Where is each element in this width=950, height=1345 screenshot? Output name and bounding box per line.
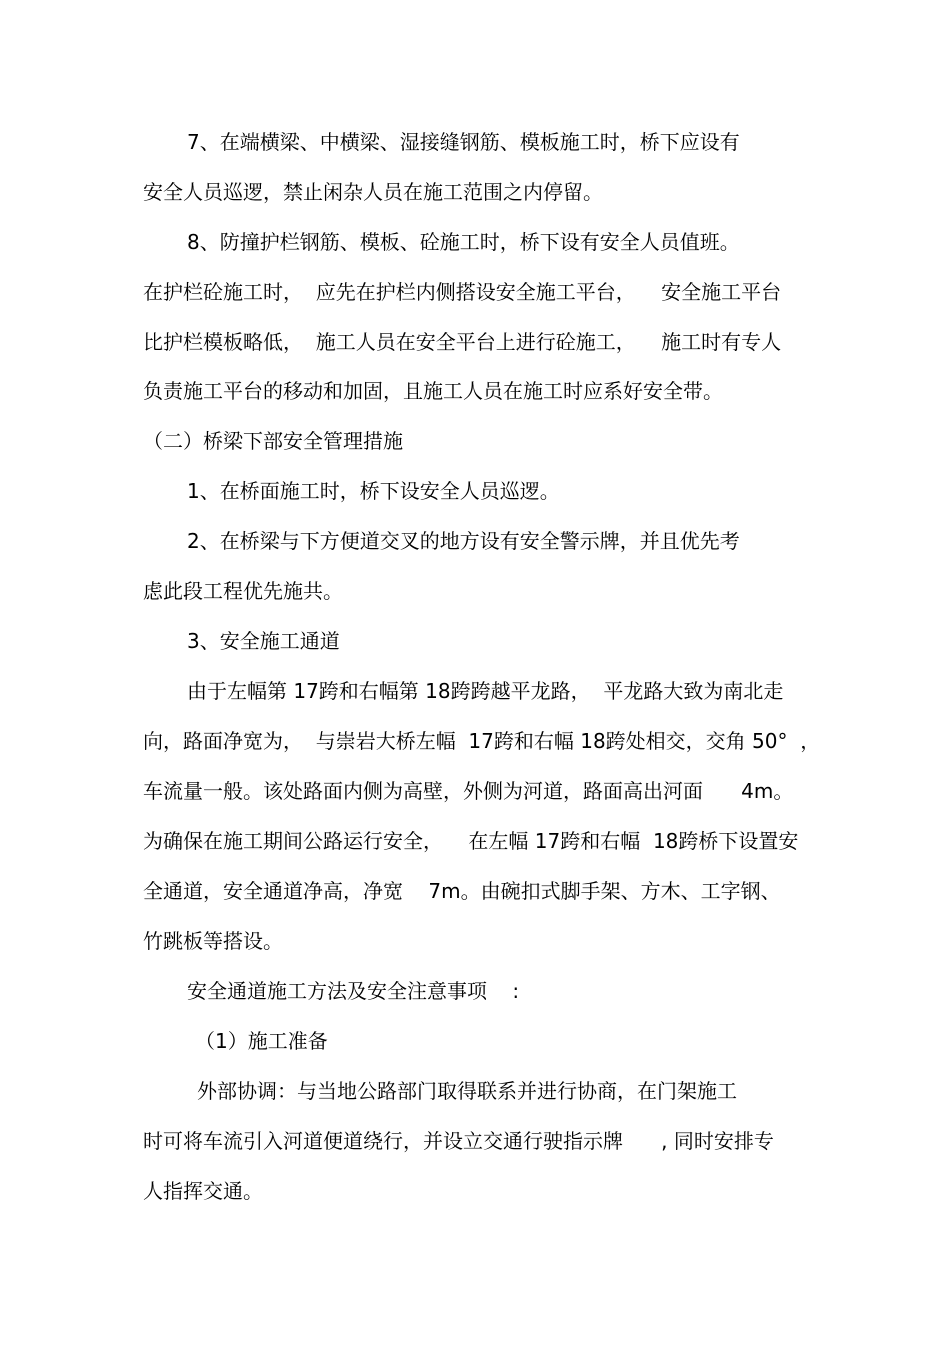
text-line: 虑此段工程优先施共。: [143, 579, 343, 603]
text-line: 2、在桥梁与下方便道交叉的地方设有安全警示牌，并且优先考: [187, 529, 740, 553]
text-line: 8、防撞护栏钢筋、模板、砼施工时，桥下设有安全人员值班。: [187, 230, 740, 254]
text-line: 外部协调：与当地公路部门取得联系并进行协商，在门架施工: [197, 1079, 737, 1103]
text-line: 负责施工平台的移动和加固，且施工人员在施工时应系好安全带。: [143, 379, 723, 403]
subsection-heading: 3、安全施工通道: [187, 629, 340, 653]
text-line: 比护栏模板略低， 施工人员在安全平台上进行砼施工， 施工时有专人: [143, 330, 782, 354]
text-line: 车流量一般。该处路面内侧为高壁，外侧为河道，路面高出河面 4m。: [143, 779, 794, 803]
text-line: 1、在桥面施工时，桥下设安全人员巡逻。: [187, 479, 560, 503]
text-line: 由于左幅第 17跨和右幅第 18跨跨越平龙路， 平龙路大致为南北走: [187, 679, 784, 703]
text-line: 安全通道施工方法及安全注意事项 :: [187, 979, 520, 1003]
text-line: 竹跳板等搭设。: [143, 929, 283, 953]
text-line: 安全人员巡逻，禁止闲杂人员在施工范围之内停留。: [143, 180, 603, 204]
text-line: 全通道，安全通道净高，净宽 7m。由碗扣式脚手架、方木、工字钢、: [143, 879, 781, 903]
text-line: 时可将车流引入河道便道绕行，并设立交通行驶指示牌 , 同时安排专: [143, 1129, 774, 1153]
text-line: 人指挥交通。: [143, 1179, 263, 1203]
text-line: 向，路面净宽为， 与崇岩大桥左幅 17跨和右幅 18跨处相交，交角 50° ，: [143, 729, 821, 753]
text-line: 7、在端横梁、中横梁、湿接缝钢筋、模板施工时，桥下应设有: [187, 130, 740, 154]
text-line: 在护栏砼施工时， 应先在护栏内侧搭设安全施工平台， 安全施工平台: [143, 280, 782, 304]
subsection-heading: （1）施工准备: [195, 1029, 328, 1053]
text-line: 为确保在施工期间公路运行安全， 在左幅 17跨和右幅 18跨桥下设置安: [143, 829, 799, 853]
section-heading: （二）桥梁下部安全管理措施: [143, 429, 403, 453]
